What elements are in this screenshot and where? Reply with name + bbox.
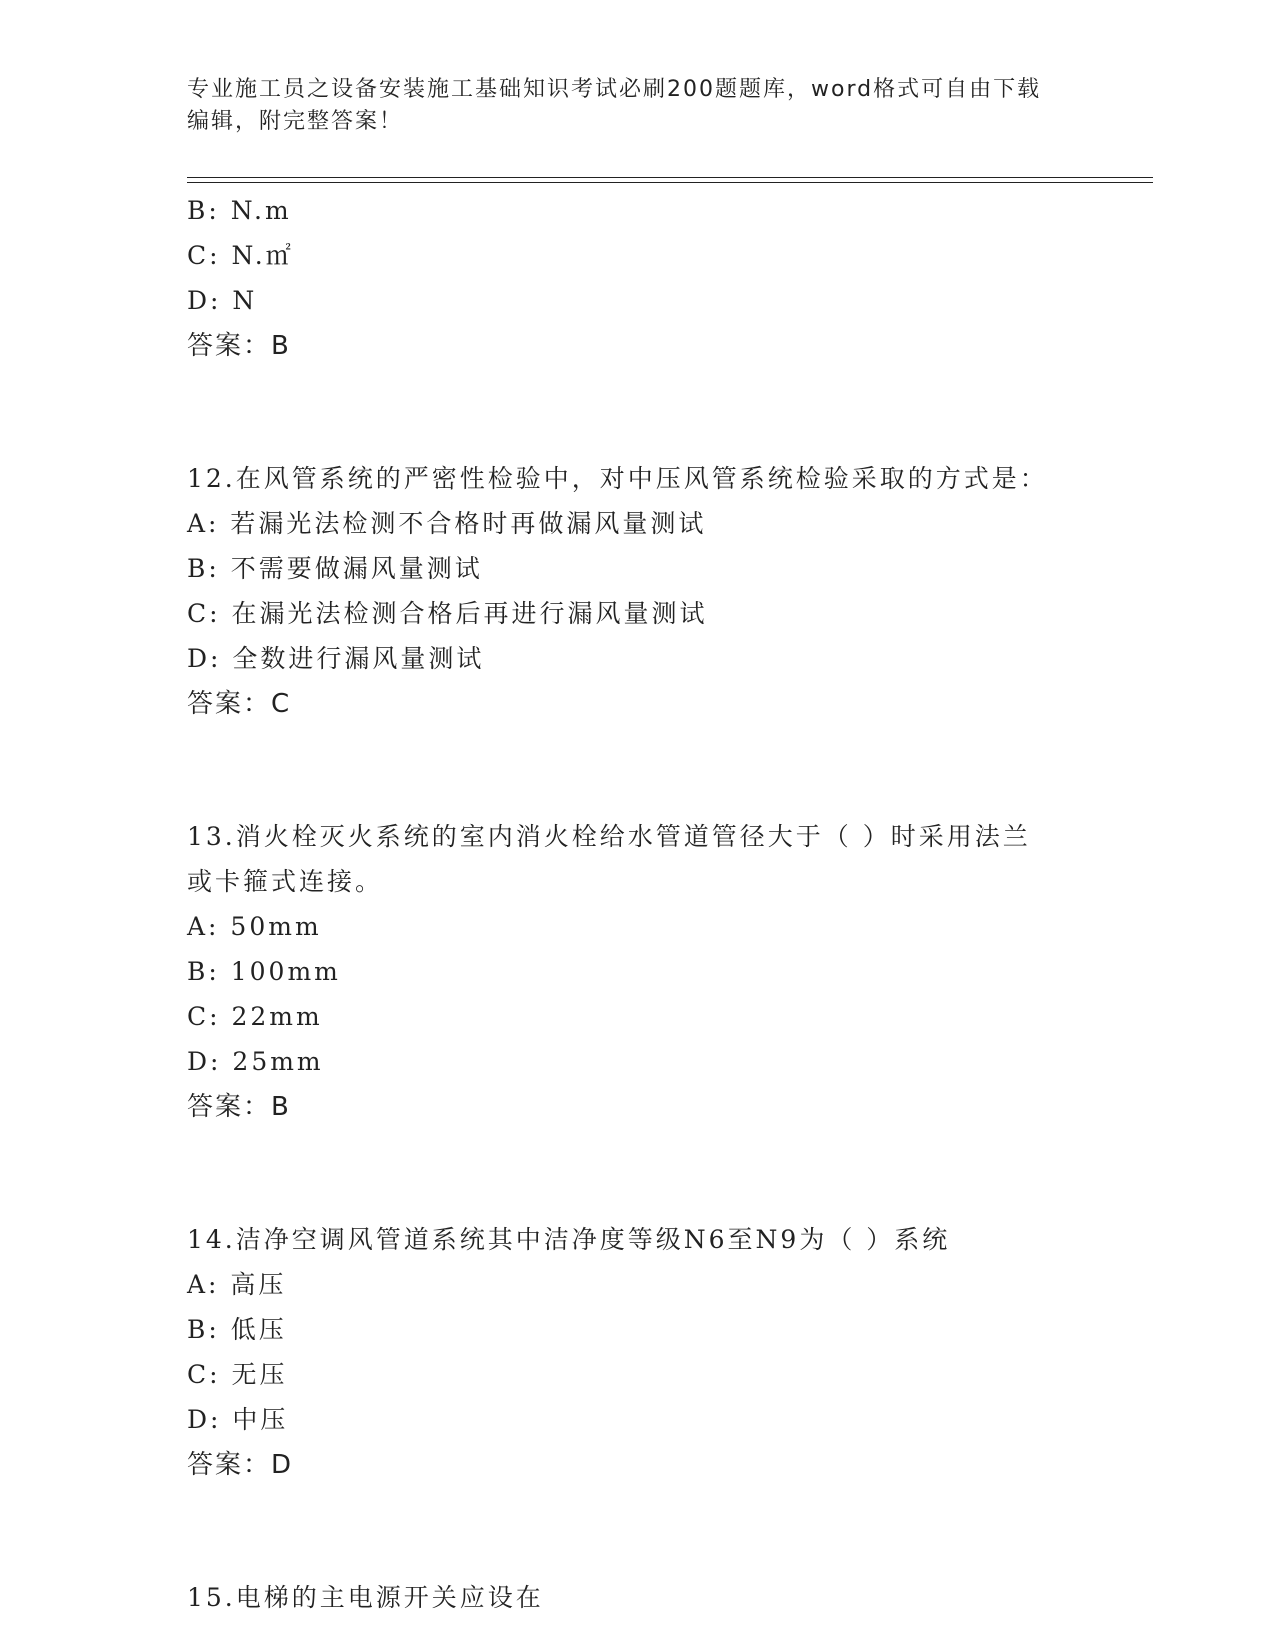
option-b: B: 不需要做漏风量测试 bbox=[187, 554, 483, 583]
spacer bbox=[187, 1488, 1087, 1575]
option-d: D: 中压 bbox=[187, 1405, 289, 1434]
option-c: C: 无压 bbox=[187, 1360, 288, 1389]
option-b: B: 100mm bbox=[187, 957, 341, 986]
option-d: D: 25mm bbox=[187, 1047, 324, 1076]
question-list bbox=[187, 188, 1087, 1620]
question-stem: 15.电梯的主电源开关应设在 bbox=[187, 1583, 544, 1612]
header-line-2: 编辑，附完整答案！ bbox=[187, 109, 404, 134]
option-a: A: 高压 bbox=[187, 1270, 287, 1299]
question-stem: 14.洁净空调风管道系统其中洁净度等级N6至N9为（ ）系统 bbox=[187, 1225, 951, 1254]
question-11-tail bbox=[187, 188, 1087, 369]
question-12 bbox=[187, 456, 1087, 727]
option-c: C: 在漏光法检测合格后再进行漏风量测试 bbox=[187, 599, 708, 628]
option-a: A: 50mm bbox=[187, 912, 322, 941]
answer: 答案：D bbox=[187, 1450, 294, 1480]
question-stem: 12.在风管系统的严密性检验中，对中压风管系统检验采取的方式是： bbox=[187, 464, 1048, 493]
question-15 bbox=[187, 1575, 1087, 1620]
question-stem-continued: 或卡箍式连接。 bbox=[187, 867, 384, 896]
option-b: B: 低压 bbox=[187, 1315, 287, 1344]
option-d: D: 全数进行漏风量测试 bbox=[187, 644, 485, 673]
spacer bbox=[187, 1130, 1087, 1217]
option-c: C: 22mm bbox=[187, 1002, 323, 1031]
spacer bbox=[187, 727, 1087, 814]
answer: 答案：B bbox=[187, 1092, 291, 1122]
answer: 答案：B bbox=[187, 331, 291, 361]
option-b: B: N.m bbox=[187, 196, 292, 225]
question-stem: 13.消火栓灭火系统的室内消火栓给水管道管径大于（ ）时采用法兰 bbox=[187, 822, 1031, 851]
document-header bbox=[187, 74, 1067, 138]
option-a: A: 若漏光法检测不合格时再做漏风量测试 bbox=[187, 509, 707, 538]
option-d: D: N bbox=[187, 286, 258, 315]
spacer bbox=[187, 369, 1087, 456]
answer: 答案：C bbox=[187, 689, 292, 719]
header-rule-bottom bbox=[187, 182, 1153, 183]
question-13 bbox=[187, 814, 1087, 1130]
header-rule-top bbox=[187, 177, 1153, 178]
option-c: C: N.㎡ bbox=[187, 241, 294, 270]
header-line-1: 专业施工员之设备安装施工基础知识考试必刷200题题库，word格式可自由下载 bbox=[187, 77, 1042, 102]
question-14 bbox=[187, 1217, 1087, 1488]
